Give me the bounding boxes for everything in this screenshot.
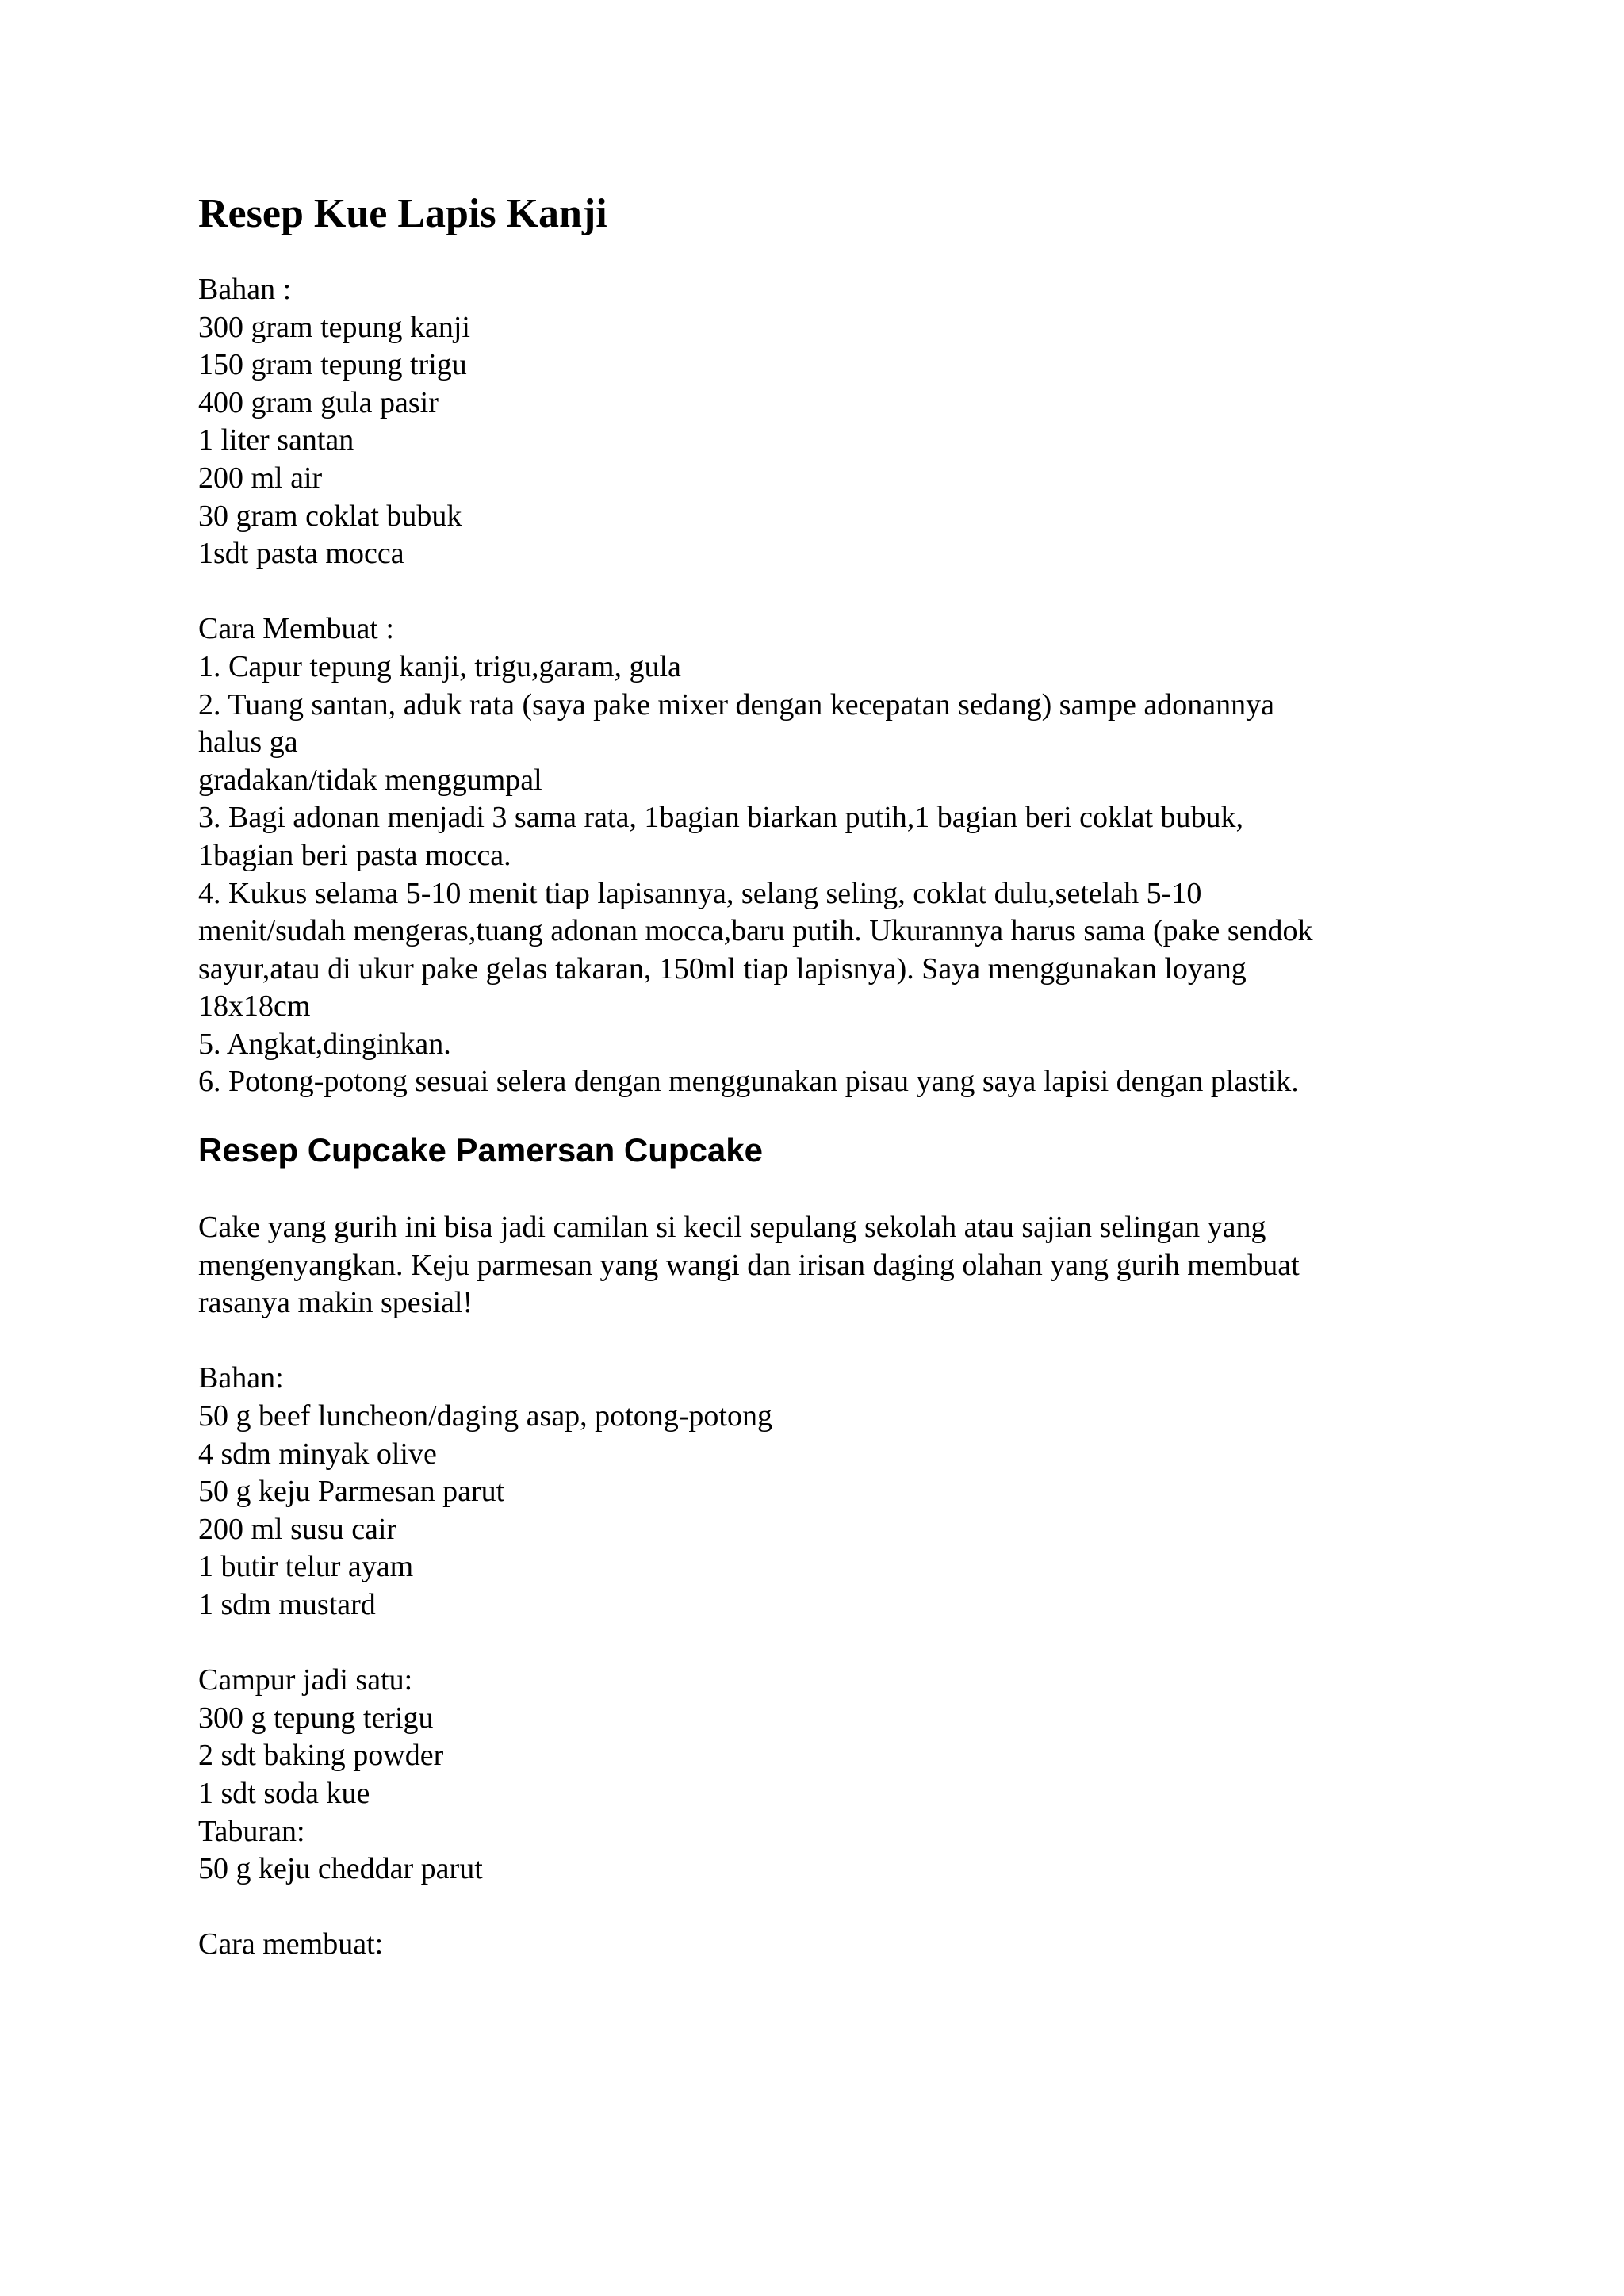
recipe1-ingredient: 1 liter santan: [198, 423, 354, 457]
recipe2-mix-heading: Campur jadi satu:: [198, 1663, 413, 1697]
recipe1-step: gradakan/tidak menggumpal: [198, 763, 542, 797]
recipe1-step: menit/sudah mengeras,tuang adonan mocca,baru putih. Ukurannya harus sama (pake sendok: [198, 914, 1313, 948]
recipe2-intro-line: Cake yang gurih ini bisa jadi camilan si kecil sepulang sekolah atau sajian selingan yang: [198, 1211, 1266, 1245]
spacer: [198, 1101, 1435, 1130]
spacer: [198, 1888, 1435, 1927]
recipe2-ingredient: 50 g beef luncheon/daging asap, potong-potong: [198, 1399, 772, 1433]
recipe2-topping-heading: Taburan:: [198, 1814, 305, 1848]
document-page: [198, 190, 1435, 1964]
recipe1-ingredient: 1sdt pasta mocca: [198, 537, 404, 571]
spacer: [198, 573, 1435, 611]
recipe1-ingredient: 30 gram coklat bubuk: [198, 499, 462, 533]
recipe2-topping-item: 50 g keju cheddar parut: [198, 1852, 483, 1886]
recipe2-ingredient: 4 sdm minyak olive: [198, 1437, 437, 1471]
recipe2-intro-line: mengenyangkan. Keju parmesan yang wangi dan irisan daging olahan yang gurih membuat: [198, 1248, 1300, 1282]
recipe1-step: halus ga: [198, 725, 298, 760]
recipe1-step: 1. Capur tepung kanji, trigu,garam, gula: [198, 649, 681, 683]
recipe1-step: 4. Kukus selama 5-10 menit tiap lapisannya, selang seling, coklat dulu,setelah 5-10: [198, 876, 1202, 910]
recipe1-ingredient: 150 gram tepung trigu: [198, 348, 467, 382]
recipe1-ingredient: 400 gram gula pasir: [198, 385, 439, 419]
spacer: [198, 1624, 1435, 1663]
recipe2-mix-item: 300 g tepung terigu: [198, 1701, 434, 1735]
recipe2-ingredient: 200 ml susu cair: [198, 1512, 397, 1546]
recipe1-title: Resep Kue Lapis Kanji: [198, 191, 607, 236]
recipe2-ingredients-heading: Bahan:: [198, 1361, 284, 1395]
recipe2-ingredient: 1 sdm mustard: [198, 1588, 376, 1621]
recipe1-step: 18x18cm: [198, 989, 311, 1024]
recipe1-step: 5. Angkat,dinginkan.: [198, 1027, 451, 1061]
recipe1-step: sayur,atau di ukur pake gelas takaran, 150ml tiap lapisnya). Saya menggunakan loyang: [198, 951, 1247, 985]
recipe2-ingredient: 1 butir telur ayam: [198, 1550, 414, 1584]
recipe2-intro-line: rasanya makin spesial!: [198, 1286, 473, 1320]
recipe1-step: 2. Tuang santan, aduk rata (saya pake mixer dengan kecepatan sedang) sampe adonannya: [198, 687, 1274, 721]
recipe2-title: Resep Cupcake Pamersan Cupcake: [198, 1131, 764, 1169]
recipe1-ingredient: 300 gram tepung kanji: [198, 310, 470, 344]
spacer: [198, 1322, 1435, 1360]
recipe1-ingredient: 200 ml air: [198, 461, 323, 495]
recipe1-ingredients-heading: Bahan :: [198, 273, 292, 306]
recipe1-method-heading: Cara Membuat :: [198, 612, 394, 646]
recipe1-step: 3. Bagi adonan menjadi 3 sama rata, 1bagian biarkan putih,1 bagian beri coklat bubuk,: [198, 801, 1243, 835]
recipe2-ingredient: 50 g keju Parmesan parut: [198, 1475, 505, 1509]
recipe1-step: 1bagian beri pasta mocca.: [198, 838, 511, 872]
recipe2-method-heading: Cara membuat:: [198, 1927, 384, 1961]
recipe2-mix-item: 2 sdt baking powder: [198, 1739, 444, 1773]
recipe2-mix-item: 1 sdt soda kue: [198, 1776, 370, 1810]
recipe1-step: 6. Potong-potong sesuai selera dengan menggunakan pisau yang saya lapisi dengan plastik.: [198, 1065, 1299, 1099]
